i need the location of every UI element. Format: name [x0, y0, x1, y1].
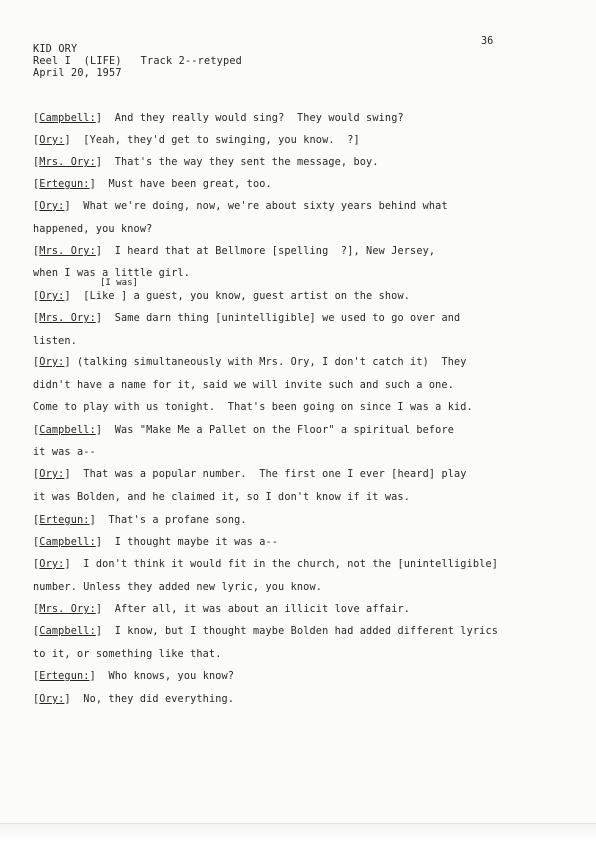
speaker-close-bracket: ]: [89, 515, 96, 526]
speaker-name: Campbell:: [39, 425, 96, 436]
speaker-close-bracket: ]: [95, 157, 103, 168]
speaker-open-bracket: [: [33, 201, 40, 212]
line-text: I thought maybe it was a--: [102, 537, 279, 548]
speaker-close-bracket: ]: [95, 626, 103, 637]
line-text: I don't think it would fit in the church, not the [unintelligible]: [70, 559, 499, 570]
header-name: KID ORY: [33, 44, 78, 55]
line-text: it was a--: [33, 447, 96, 458]
speaker-open-bracket: [: [33, 179, 40, 190]
transcript-line: [33, 113, 404, 125]
transcript-line: [33, 135, 360, 147]
speaker-close-bracket: ]: [89, 671, 96, 682]
speaker-close-bracket: ]: [89, 179, 96, 190]
speaker-close-bracket: ]: [64, 357, 71, 368]
speaker-name: Ory:: [39, 135, 65, 146]
line-text: when I was a little girl.: [33, 268, 191, 279]
speaker-name: Mrs. Ory:: [39, 604, 96, 615]
transcript-line: [33, 425, 454, 437]
speaker-name: Campbell:: [39, 537, 96, 548]
interlinear-note: [I was]: [100, 278, 138, 288]
line-text: After all, it was about an illicit love affair.: [102, 604, 411, 615]
line-text: Must have been great, too.: [95, 179, 272, 190]
speaker-name: Ory:: [39, 469, 65, 480]
speaker-name: Ertegun:: [39, 671, 90, 682]
speaker-name: Ory:: [39, 291, 65, 302]
transcript-line: [33, 380, 454, 392]
speaker-close-bracket: ]: [95, 113, 103, 124]
speaker-close-bracket: ]: [95, 313, 103, 324]
transcript-line: [33, 179, 272, 191]
speaker-name: Ertegun:: [39, 515, 90, 526]
speaker-close-bracket: ]: [64, 559, 71, 570]
speaker-open-bracket: [: [33, 604, 40, 615]
transcript-line: [33, 357, 467, 369]
speaker-close-bracket: ]: [95, 425, 103, 436]
page-bottom-edge: [0, 823, 596, 842]
speaker-name: Campbell:: [39, 113, 96, 124]
speaker-name: Ory:: [39, 201, 65, 212]
speaker-open-bracket: [: [33, 425, 40, 436]
speaker-close-bracket: ]: [95, 246, 103, 257]
speaker-close-bracket: ]: [95, 604, 103, 615]
speaker-open-bracket: [: [33, 515, 40, 526]
transcript-line: [33, 336, 77, 348]
line-text: Was "Make Me a Pallet on the Floor" a spiritual before: [102, 425, 455, 436]
header-reel: Reel I (LIFE) Track 2--retyped: [33, 56, 243, 67]
transcript-line: [33, 694, 234, 706]
line-text: happened, you know?: [33, 224, 153, 235]
speaker-close-bracket: ]: [64, 201, 71, 212]
page-number: 36: [481, 36, 494, 47]
speaker-name: Mrs. Ory:: [39, 246, 96, 257]
speaker-open-bracket: [: [33, 113, 40, 124]
transcript-line: [33, 157, 379, 169]
speaker-name: Mrs. Ory:: [39, 313, 96, 324]
speaker-open-bracket: [: [33, 537, 40, 548]
speaker-close-bracket: ]: [95, 537, 103, 548]
speaker-open-bracket: [: [33, 357, 40, 368]
speaker-open-bracket: [: [33, 246, 40, 257]
transcript-line: [33, 604, 410, 616]
speaker-name: Ory:: [39, 559, 65, 570]
line-text: number. Unless they added new lyric, you know.: [33, 582, 323, 593]
speaker-open-bracket: [: [33, 135, 40, 146]
speaker-open-bracket: [: [33, 626, 40, 637]
line-text: That's a profane song.: [95, 515, 247, 526]
line-text: it was Bolden, and he claimed it, so I don't know if it was.: [33, 492, 411, 503]
speaker-name: Ory:: [39, 357, 65, 368]
line-text: Same darn thing [unintelligible] we used to go over and: [102, 313, 461, 324]
line-text: to it, or something like that.: [33, 649, 222, 660]
speaker-name: Ory:: [39, 694, 65, 705]
transcript-line: [33, 559, 498, 571]
speaker-open-bracket: [: [33, 157, 40, 168]
line-text: I heard that at Bellmore [spelling ?], New Jersey,: [102, 246, 436, 257]
speaker-open-bracket: [: [33, 671, 40, 682]
transcript-line: [33, 515, 247, 527]
transcript-line: [33, 626, 498, 638]
transcript-line: [33, 492, 410, 504]
line-text: And they really would sing? They would swing?: [102, 113, 404, 124]
speaker-open-bracket: [: [33, 291, 40, 302]
transcript-line: [33, 291, 410, 303]
line-text: (talking simultaneously with Mrs. Ory, I don't catch it) They: [70, 357, 467, 368]
transcript-line: [33, 246, 435, 258]
line-text: Come to play with us tonight. That's been going on since I was a kid.: [33, 402, 473, 413]
transcript-line: [33, 268, 190, 280]
line-text: didn't have a name for it, said we will invite such and such a one.: [33, 380, 454, 391]
line-text: No, they did everything.: [70, 694, 235, 705]
speaker-name: Mrs. Ory:: [39, 157, 96, 168]
speaker-close-bracket: ]: [64, 135, 71, 146]
speaker-open-bracket: [: [33, 469, 40, 480]
speaker-name: Campbell:: [39, 626, 96, 637]
line-text: listen.: [33, 336, 77, 347]
header-date: April 20, 1957: [33, 68, 122, 79]
line-text: [Yeah, they'd get to swinging, you know. ?]: [70, 135, 360, 146]
transcript-line: [33, 224, 152, 236]
transcript-line: [33, 537, 278, 549]
line-text: That's the way they sent the message, boy.: [102, 157, 379, 168]
line-text: What we're doing, now, we're about sixty years behind what: [70, 201, 448, 212]
transcript-line: [33, 469, 467, 481]
speaker-name: Ertegun:: [39, 179, 90, 190]
transcript-line: [33, 649, 222, 661]
speaker-close-bracket: ]: [64, 291, 71, 302]
speaker-open-bracket: [: [33, 559, 40, 570]
transcript-line: [33, 447, 96, 459]
transcript-line: [33, 313, 460, 325]
transcript-line: [33, 402, 473, 414]
speaker-close-bracket: ]: [64, 694, 71, 705]
line-text: I know, but I thought maybe Bolden had added different lyrics: [102, 626, 499, 637]
speaker-open-bracket: [: [33, 694, 40, 705]
line-text: [Like ] a guest, you know, guest artist on the show.: [70, 291, 411, 302]
transcript-line: [33, 671, 234, 683]
speaker-close-bracket: ]: [64, 469, 71, 480]
transcript-line: [33, 201, 448, 213]
line-text: That was a popular number. The first one I ever [heard] play: [70, 469, 467, 480]
speaker-open-bracket: [: [33, 313, 40, 324]
transcript-line: [33, 582, 322, 594]
line-text: Who knows, you know?: [95, 671, 235, 682]
